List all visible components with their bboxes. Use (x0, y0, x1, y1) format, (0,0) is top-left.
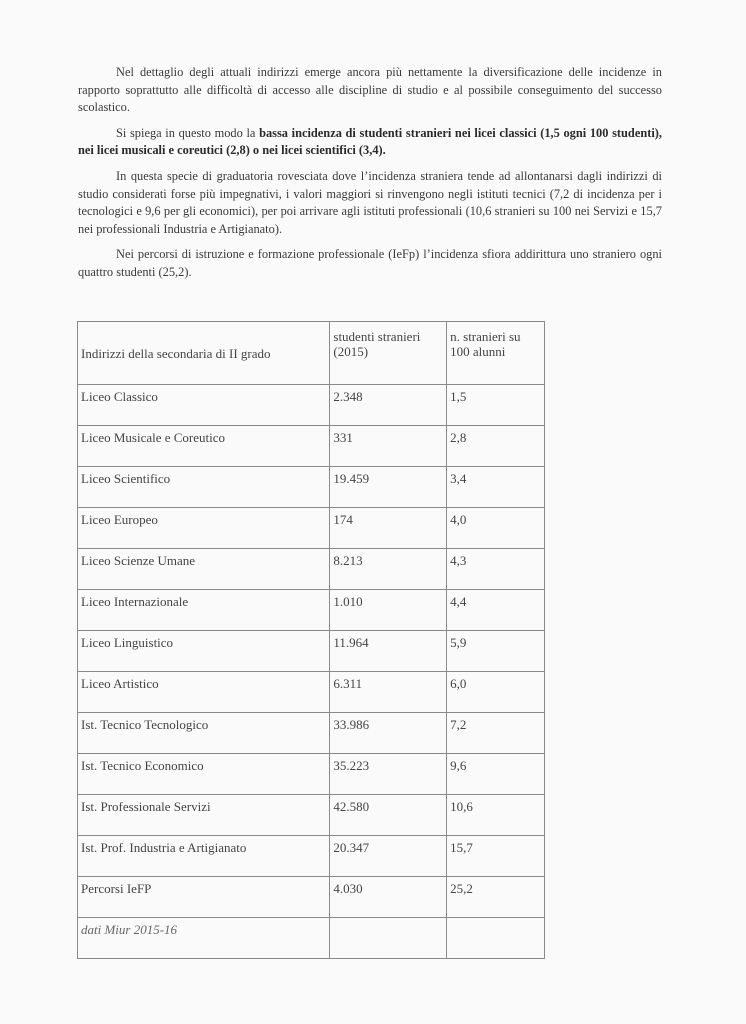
table-row (78, 631, 545, 672)
empty-cell (447, 918, 545, 959)
cell-track: Percorsi IeFP (78, 877, 330, 918)
header-track: Indirizzi della secondaria di II grado (78, 322, 330, 385)
cell-count: 33.986 (330, 713, 447, 754)
cell-track: Liceo Internazionale (78, 590, 330, 631)
cell-track: Liceo Artistico (78, 672, 330, 713)
cell-track: Liceo Linguistico (78, 631, 330, 672)
cell-track: Liceo Europeo (78, 508, 330, 549)
cell-rate: 4,3 (447, 549, 545, 590)
cell-count: 11.964 (330, 631, 447, 672)
cell-track: Ist. Tecnico Economico (78, 754, 330, 795)
foreign-students-table (77, 321, 545, 959)
table-row (78, 467, 545, 508)
cell-count: 174 (330, 508, 447, 549)
table-row (78, 754, 545, 795)
table-header-row (78, 322, 545, 385)
cell-count: 8.213 (330, 549, 447, 590)
cell-rate: 25,2 (447, 877, 545, 918)
cell-count: 35.223 (330, 754, 447, 795)
body-text (78, 64, 662, 290)
cell-rate: 7,2 (447, 713, 545, 754)
cell-rate: 2,8 (447, 426, 545, 467)
cell-rate: 5,9 (447, 631, 545, 672)
paragraph-2-prefix: Si spiega in questo modo la (116, 125, 260, 140)
cell-rate: 4,0 (447, 508, 545, 549)
table-row (78, 672, 545, 713)
cell-rate: 9,6 (447, 754, 545, 795)
table-row (78, 385, 545, 426)
paragraph-2-bold: bassa incidenza di studenti stranieri nei licei classici (1,5 ogni 100 studenti), nei licei musicali e coreutici (2,8) o nei licei scientifici (3,4). (78, 125, 663, 158)
source-note: dati Miur 2015-16 (78, 918, 330, 959)
cell-count: 20.347 (330, 836, 447, 877)
paragraph-1: Nel dettaglio degli attuali indirizzi emerge ancora più nettamente la diversificazione delle incidenze in rapporto soprattutto alle difficoltà di accesso alle discipline di studio e al possibile conseguimento del successo scolastico. (78, 65, 662, 115)
cell-rate: 1,5 (447, 385, 545, 426)
paragraph-2 (78, 125, 662, 160)
cell-count: 2.348 (330, 385, 447, 426)
cell-count: 6.311 (330, 672, 447, 713)
cell-count: 331 (330, 426, 447, 467)
cell-track: Ist. Prof. Industria e Artigianato (78, 836, 330, 877)
cell-rate: 15,7 (447, 836, 545, 877)
cell-rate: 3,4 (447, 467, 545, 508)
table-row (78, 549, 545, 590)
empty-cell (330, 918, 447, 959)
table-row (78, 877, 545, 918)
paragraph-4: Nei percorsi di istruzione e formazione professionale (IeFp) l’incidenza sfiora addirittura uno straniero ogni quattro studenti (25,2). (78, 247, 662, 279)
source-note-row (78, 918, 545, 959)
cell-count: 42.580 (330, 795, 447, 836)
table-row (78, 426, 545, 467)
cell-track: Liceo Scientifico (78, 467, 330, 508)
cell-rate: 10,6 (447, 795, 545, 836)
table-row (78, 713, 545, 754)
paragraph-3: In questa specie di graduatoria rovesciata dove l’incidenza straniera tende ad allontanarsi dagli indirizzi di studio considerati forse più impegnativi, i valori maggiori si rinvengono negli istituti tecnici (7,2 di incidenza per i tecnologici e 9,6 per gli economici), per poi arrivare agli istituti professionali (10,6 stranieri su 100 nei Servizi e 15,7 nei professionali Industria e Artigianato). (78, 168, 662, 236)
cell-track: Liceo Musicale e Coreutico (78, 426, 330, 467)
table-row (78, 836, 545, 877)
table-row (78, 508, 545, 549)
cell-rate: 6,0 (447, 672, 545, 713)
cell-rate: 4,4 (447, 590, 545, 631)
cell-track: Liceo Scienze Umane (78, 549, 330, 590)
cell-track: Ist. Professionale Servizi (78, 795, 330, 836)
header-per-100: n. stranieri su 100 alunni (447, 322, 545, 385)
table-row (78, 795, 545, 836)
header-foreign-students: studenti stranieri (2015) (330, 322, 447, 385)
cell-count: 4.030 (330, 877, 447, 918)
cell-track: Ist. Tecnico Tecnologico (78, 713, 330, 754)
cell-count: 1.010 (330, 590, 447, 631)
cell-track: Liceo Classico (78, 385, 330, 426)
cell-count: 19.459 (330, 467, 447, 508)
table-row (78, 590, 545, 631)
